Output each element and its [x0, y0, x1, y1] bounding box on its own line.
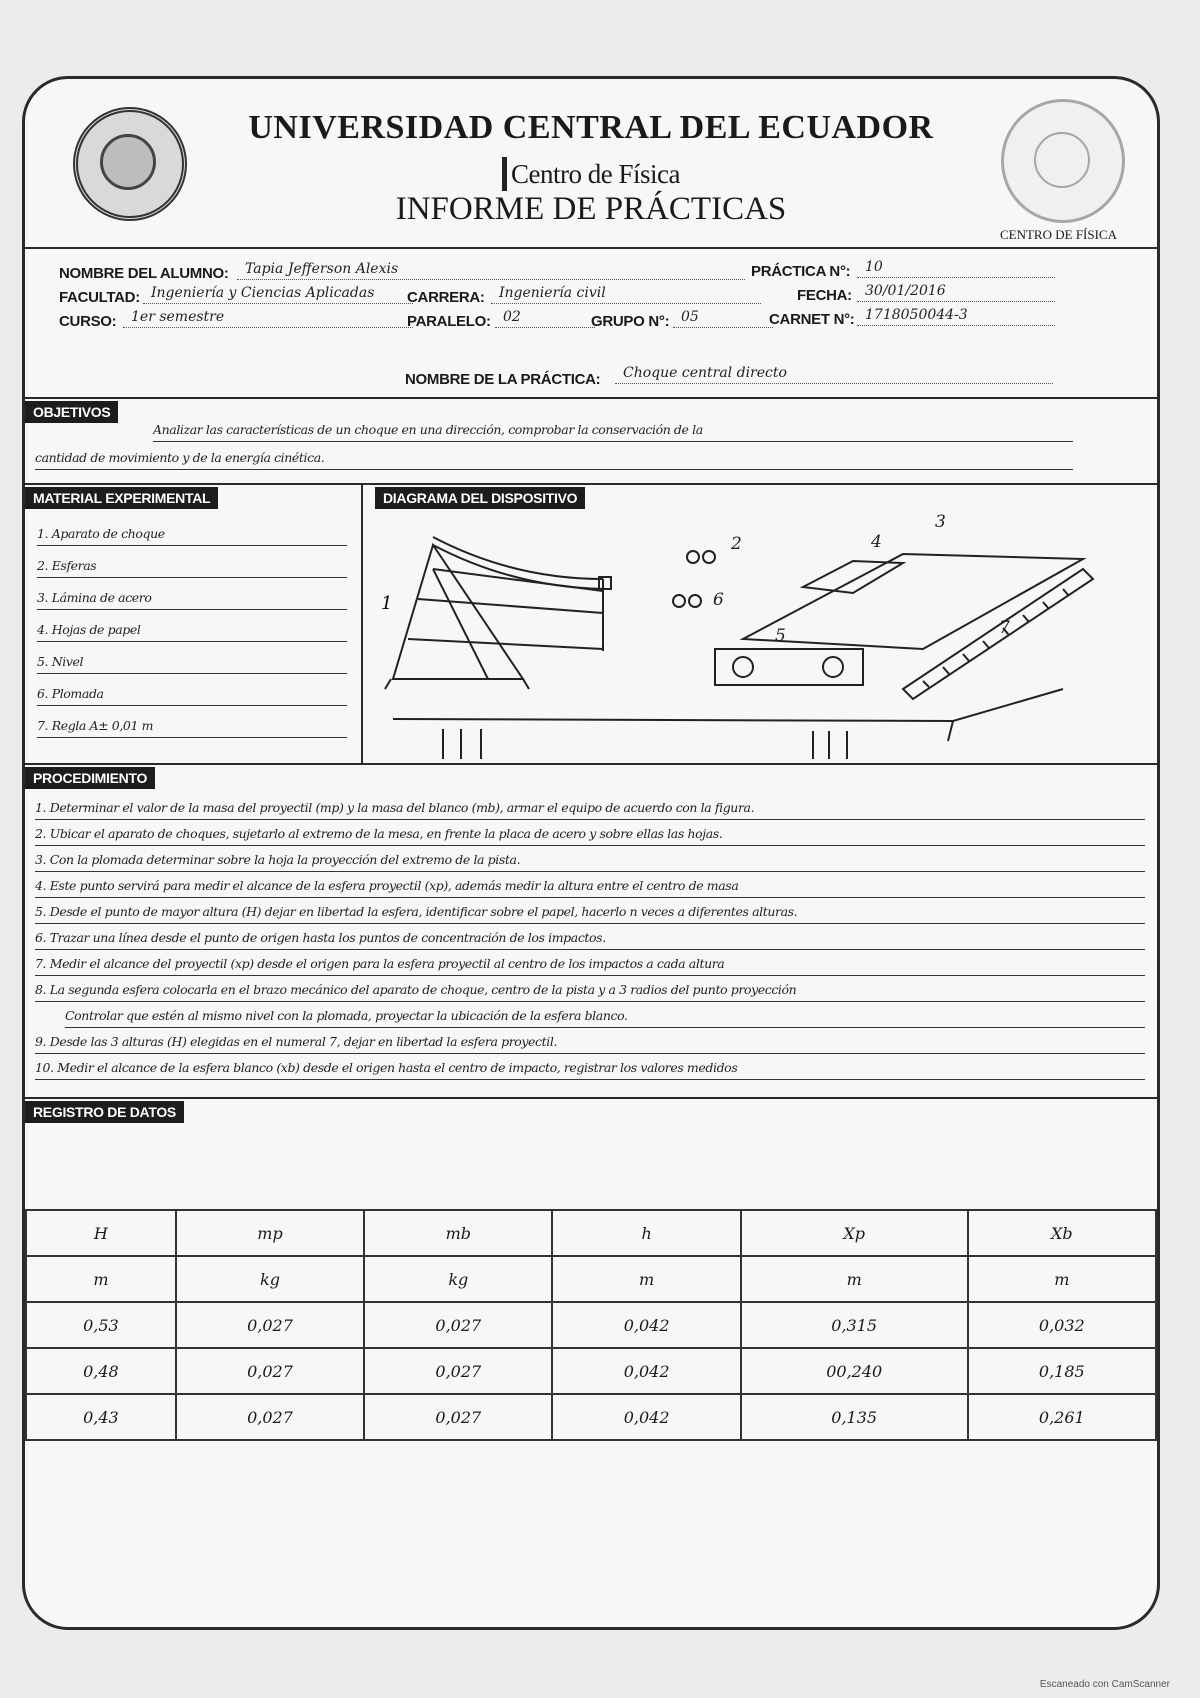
list-item: 1. Aparato de choque	[37, 523, 347, 546]
center-name-text: Centro de Física	[511, 159, 680, 189]
table-header-cell: H	[26, 1210, 176, 1256]
table-cell: 0,027	[176, 1302, 364, 1348]
table-header-cell: h	[552, 1210, 740, 1256]
faculty-value: Ingeniería y Ciencias Aplicadas	[143, 285, 413, 304]
table-unit-cell: kg	[176, 1256, 364, 1302]
table-cell: 0,315	[741, 1302, 968, 1348]
table-cell: 0,027	[364, 1302, 552, 1348]
list-item: 7. Medir el alcance del proyectil (xp) desde el origen para la esfera proyectil al centro de los impactos a cada altura	[35, 953, 1145, 976]
diagram-label: DIAGRAMA DEL DISPOSITIVO	[375, 487, 585, 509]
table-row	[26, 1348, 1156, 1394]
practice-number-label: PRÁCTICA N°:	[751, 263, 851, 280]
list-item: 3. Lámina de acero	[37, 587, 347, 610]
course-value: 1er semestre	[123, 309, 413, 328]
parallel-label: PARALELO:	[407, 313, 491, 330]
table-cell: 0,042	[552, 1394, 740, 1440]
list-item: 7. Regla A± 0,01 m	[37, 715, 347, 738]
career-label: CARRERA:	[407, 289, 485, 306]
table-unit-cell: m	[741, 1256, 968, 1302]
list-item: 6. Trazar una línea desde el punto de origen hasta los puntos de concentración de los impactos.	[35, 927, 1145, 950]
report-header	[25, 79, 1157, 249]
table-header-cell: mb	[364, 1210, 552, 1256]
list-item: Controlar que estén al mismo nivel con la plomada, proyectar la ubicación de la esfera blanco.	[65, 1005, 1145, 1028]
table-cell: 0,042	[552, 1348, 740, 1394]
table-cell: 0,261	[968, 1394, 1156, 1440]
table-header-cell: Xp	[741, 1210, 968, 1256]
list-item: 5. Desde el punto de mayor altura (H) dejar en libertad la esfera, identificar sobre el papel, hacerlo n veces a diferentes alturas.	[35, 901, 1145, 924]
list-item: 10. Medir el alcance de la esfera blanco (xb) desde el origen hasta el centro de impacto, registrar los valores medidos	[35, 1057, 1145, 1080]
report-sheet	[22, 76, 1160, 1630]
list-item: 6. Plomada	[37, 683, 347, 706]
table-cell: 0,185	[968, 1348, 1156, 1394]
data-table	[25, 1209, 1157, 1441]
table-cell: 0,135	[741, 1394, 968, 1440]
practice-number-value: 10	[857, 259, 1055, 278]
table-header-cell: Xb	[968, 1210, 1156, 1256]
ruler-drawing	[903, 569, 1093, 699]
table-cell: 0,027	[364, 1394, 552, 1440]
center-name	[25, 157, 1157, 191]
group-label: GRUPO N°:	[591, 313, 670, 330]
list-item: 1. Determinar el valor de la masa del proyectil (mp) y la masa del blanco (mb), armar el equipo de acuerdo con la figura.	[35, 797, 1145, 820]
diagram-number-1: 1	[381, 593, 393, 614]
level-drawing	[715, 649, 863, 685]
list-item: 2. Ubicar el aparato de choques, sujetarlo al extremo de la mesa, en frente la placa de acero y sobre ellas las hojas.	[35, 823, 1145, 846]
spheres-drawing	[673, 551, 715, 607]
id-number-value: 1718050044-3	[857, 307, 1055, 326]
practice-name-value: Choque central directo	[615, 365, 1053, 384]
diagram-number-5: 5	[775, 626, 786, 646]
table-unit-cell: m	[968, 1256, 1156, 1302]
table-cell: 0,042	[552, 1302, 740, 1348]
list-item: 4. Hojas de papel	[37, 619, 347, 642]
table-cell: 0,027	[176, 1348, 364, 1394]
table-header-cell: mp	[176, 1210, 364, 1256]
table-row	[26, 1256, 1156, 1302]
table-cell: 0,43	[26, 1394, 176, 1440]
device-diagram	[363, 509, 1153, 761]
practice-name-label: NOMBRE DE LA PRÁCTICA:	[405, 371, 601, 388]
parallel-value: 02	[495, 309, 595, 328]
table-cell: 0,032	[968, 1302, 1156, 1348]
list-item: 2. Esferas	[37, 555, 347, 578]
table-cell: 0,027	[176, 1394, 364, 1440]
student-name-label: NOMBRE DEL ALUMNO:	[59, 265, 229, 282]
objectives-line-2: cantidad de movimiento y de la energía cinética.	[35, 447, 1073, 470]
collision-apparatus-drawing	[385, 537, 611, 689]
objectives-line-1: Analizar las características de un choque en una dirección, comprobar la conservación de la	[153, 419, 1073, 442]
report-title: INFORME DE PRÁCTICAS	[395, 191, 787, 227]
table-cell: 0,48	[26, 1348, 176, 1394]
career-value: Ingeniería civil	[491, 285, 761, 304]
table-row	[26, 1210, 1156, 1256]
table-edge-drawing	[393, 689, 1063, 759]
list-item: 3. Con la plomada determinar sobre la hoja la proyección del extremo de la pista.	[35, 849, 1145, 872]
table-unit-cell: m	[26, 1256, 176, 1302]
diagram-number-6: 6	[713, 590, 724, 610]
student-name-value: Tapia Jefferson Alexis	[237, 261, 745, 280]
id-number-label: CARNET N°:	[769, 311, 855, 328]
table-cell: 0,53	[26, 1302, 176, 1348]
steel-plate-drawing	[743, 554, 1083, 649]
table-cell: 0,027	[364, 1348, 552, 1394]
scanner-watermark: Escaneado con CamScanner	[1039, 1679, 1170, 1690]
procedure-label: PROCEDIMIENTO	[25, 767, 155, 789]
objectives-label: OBJETIVOS	[25, 401, 118, 423]
materials-label: MATERIAL EXPERIMENTAL	[25, 487, 218, 509]
table-row	[26, 1302, 1156, 1348]
diagram-number-7: 7	[999, 618, 1010, 638]
university-name: UNIVERSIDAD CENTRAL DEL ECUADOR	[248, 109, 934, 146]
date-value: 30/01/2016	[857, 283, 1055, 302]
table-unit-cell: m	[552, 1256, 740, 1302]
diagram-number-4: 4	[871, 532, 882, 552]
list-item: 5. Nivel	[37, 651, 347, 674]
diagram-number-2: 2	[731, 534, 742, 554]
group-value: 05	[673, 309, 773, 328]
list-item: 9. Desde las 3 alturas (H) elegidas en el numeral 7, dejar en libertad la esfera proyectil.	[35, 1031, 1145, 1054]
stamp-caption: CENTRO DE FÍSICA	[999, 227, 1117, 242]
table-cell: 00,240	[741, 1348, 968, 1394]
table-unit-cell: kg	[364, 1256, 552, 1302]
list-item: 4. Este punto servirá para medir el alcance de la esfera proyectil (xp), además medir la altura entre el centro de masa	[35, 875, 1145, 898]
faculty-label: FACULTAD:	[59, 289, 140, 306]
table-row	[26, 1394, 1156, 1440]
course-label: CURSO:	[59, 313, 117, 330]
records-label: REGISTRO DE DATOS	[25, 1101, 184, 1123]
date-label: FECHA:	[797, 287, 852, 304]
diagram-number-3: 3	[935, 512, 946, 532]
list-item: 8. La segunda esfera colocarla en el brazo mecánico del aparato de choque, centro de la pista y a 3 radios del punto proyección	[35, 979, 1145, 1002]
